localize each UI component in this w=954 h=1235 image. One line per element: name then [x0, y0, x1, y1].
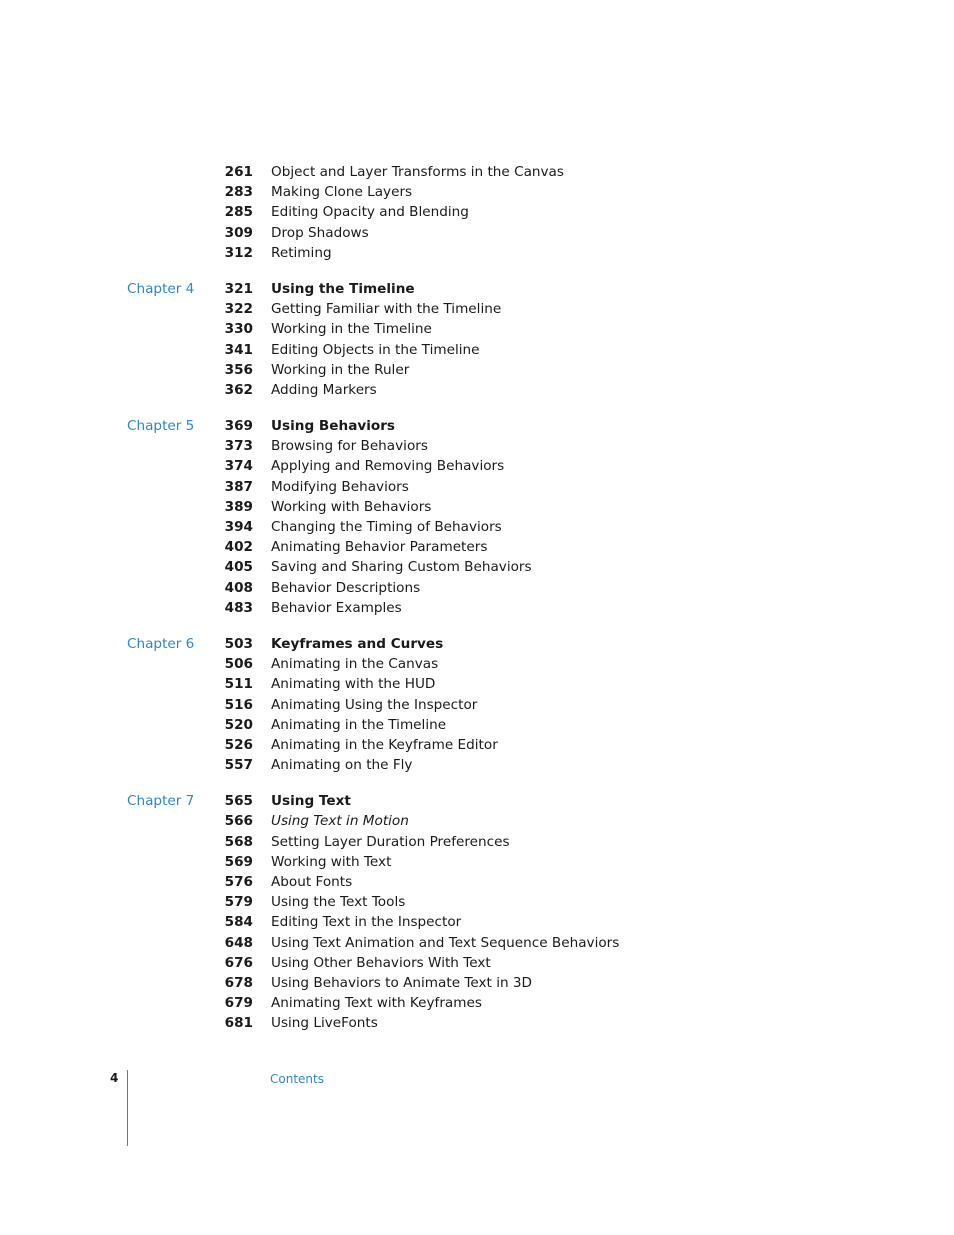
toc-entry-title: Object and Layer Transforms in the Canvas — [271, 164, 564, 180]
toc-page-number: 503 — [224, 635, 253, 652]
toc-entry[interactable] — [0, 477, 954, 497]
toc-page-number: 516 — [224, 696, 253, 713]
toc-entry-title: Editing Opacity and Blending — [271, 204, 469, 221]
toc-entry-title: Animating in the Canvas — [271, 656, 439, 673]
toc-page-number: 681 — [224, 1015, 253, 1032]
toc-entry[interactable] — [0, 933, 954, 953]
toc-page-number: 568 — [224, 833, 253, 850]
toc-entry-title: Retiming — [271, 244, 332, 261]
toc-page-number: 341 — [224, 341, 253, 358]
toc-entry-title: Animating in the Keyframe Editor — [271, 736, 498, 753]
toc-page-number: 330 — [224, 321, 253, 338]
toc-page-number: 579 — [224, 894, 253, 911]
toc-entry[interactable] — [0, 380, 954, 400]
toc-page-number: 678 — [224, 974, 253, 991]
toc-entry-title: Animating Behavior Parameters — [271, 539, 488, 556]
chapter-title: Using Text — [271, 793, 351, 810]
toc-entry[interactable] — [0, 654, 954, 674]
toc-page-number: 285 — [224, 204, 253, 221]
toc-page-number: 309 — [224, 224, 253, 241]
chapter-label[interactable]: Chapter 5 — [127, 418, 195, 435]
toc-entry[interactable] — [0, 279, 954, 299]
toc-entry[interactable] — [0, 202, 954, 222]
toc-page-number: 261 — [224, 164, 253, 180]
toc-entry-title: Drop Shadows — [271, 224, 369, 241]
toc-entry-title: Editing Objects in the Timeline — [271, 341, 480, 358]
toc-entry[interactable] — [0, 715, 954, 735]
toc-entry-title: Changing the Timing of Behaviors — [271, 519, 502, 535]
toc-entry[interactable] — [0, 223, 954, 243]
toc-section — [0, 279, 954, 400]
toc-page-number: 565 — [224, 793, 253, 810]
toc-page-number: 402 — [224, 539, 253, 556]
toc-entry-title: Using Behaviors to Animate Text in 3D — [271, 974, 533, 991]
toc-entry[interactable] — [0, 811, 954, 831]
toc-entry-title: Using the Text Tools — [271, 894, 406, 911]
toc-entry-title: Editing Text in the Inspector — [271, 914, 462, 931]
toc-entry-title: Browsing for Behaviors — [271, 438, 428, 455]
toc-entry[interactable] — [0, 598, 954, 618]
toc-entry[interactable] — [0, 578, 954, 598]
footer-section-label: Contents — [270, 1072, 324, 1086]
toc-page-number: 312 — [224, 244, 253, 261]
toc-page-number: 557 — [224, 757, 253, 774]
toc-entry[interactable] — [0, 674, 954, 694]
toc-page-number: 569 — [224, 853, 253, 870]
toc-entry-title: Animating Text with Keyframes — [271, 995, 482, 1012]
toc-entry[interactable] — [0, 340, 954, 360]
toc-entry[interactable] — [0, 517, 954, 537]
toc-page-number: 321 — [224, 280, 253, 297]
toc-entry[interactable] — [0, 993, 954, 1013]
toc-page-number: 506 — [224, 656, 253, 673]
toc-entry[interactable] — [0, 695, 954, 715]
chapter-label[interactable]: Chapter 4 — [127, 280, 195, 297]
toc-page-number: 362 — [224, 381, 253, 398]
chapter-title: Keyframes and Curves — [271, 635, 444, 652]
toc-page-number: 394 — [224, 519, 253, 535]
chapter-label[interactable]: Chapter 6 — [127, 635, 195, 652]
toc-page-number: 408 — [224, 579, 253, 596]
toc-section — [0, 416, 954, 618]
toc-entry-title: Modifying Behaviors — [271, 478, 409, 495]
toc-entry-title: Using Other Behaviors With Text — [271, 954, 491, 971]
toc-page-number: 584 — [224, 914, 253, 931]
toc-entry[interactable] — [0, 791, 954, 811]
toc-page-number: 387 — [224, 478, 253, 495]
toc-entry-title: Animating with the HUD — [271, 676, 436, 693]
toc-page-number: 374 — [224, 458, 253, 475]
toc-entry-title: Setting Layer Duration Preferences — [271, 833, 510, 850]
toc-page-number: 483 — [224, 599, 253, 616]
footer-divider — [127, 1070, 128, 1146]
toc-page-number: 520 — [224, 716, 253, 733]
toc-entry[interactable] — [0, 1013, 954, 1033]
toc-entry[interactable] — [0, 537, 954, 557]
toc-page-number: 511 — [224, 676, 253, 693]
toc-entry[interactable] — [0, 162, 954, 182]
chapter-title: Using the Timeline — [271, 280, 415, 297]
toc-entry-title: Working with Behaviors — [271, 498, 432, 515]
toc-entry[interactable] — [0, 755, 954, 775]
toc-entry[interactable] — [0, 497, 954, 517]
toc-entry-title: Working in the Ruler — [271, 361, 410, 378]
toc-entry[interactable] — [0, 832, 954, 852]
toc-section — [0, 791, 954, 1033]
toc-section — [0, 162, 954, 263]
toc-page-number: 648 — [224, 934, 253, 951]
toc-page-number: 576 — [224, 874, 253, 890]
toc-entry-title: Animating Using the Inspector — [271, 696, 478, 713]
toc-entry[interactable] — [0, 852, 954, 872]
toc-entry[interactable] — [0, 973, 954, 993]
toc-entry-title: Behavior Descriptions — [271, 579, 421, 596]
toc-page-number: 679 — [224, 995, 253, 1012]
toc-entry[interactable] — [0, 892, 954, 912]
toc-entry-title: Using Text in Motion — [271, 813, 409, 830]
toc-entry[interactable] — [0, 360, 954, 380]
toc-entry[interactable] — [0, 243, 954, 263]
toc-page-number: 283 — [224, 184, 253, 201]
toc-section — [0, 634, 954, 775]
toc-entry[interactable] — [0, 319, 954, 339]
toc-entry[interactable] — [0, 953, 954, 973]
toc-entry[interactable] — [0, 182, 954, 202]
toc-page-number: 526 — [224, 736, 253, 753]
toc-entry-title: Using Text Animation and Text Sequence Behaviors — [271, 934, 620, 951]
toc-entry[interactable] — [0, 872, 954, 892]
toc-entry-title: Adding Markers — [271, 381, 377, 398]
chapter-title: Using Behaviors — [271, 418, 396, 435]
toc-page-number: 676 — [224, 954, 253, 971]
toc-entry[interactable] — [0, 416, 954, 436]
toc-entry[interactable] — [0, 557, 954, 577]
toc-entry[interactable] — [0, 299, 954, 319]
toc-entry-title: Using LiveFonts — [271, 1015, 378, 1032]
table-of-contents — [0, 162, 954, 1050]
toc-entry-title: Working with Text — [271, 853, 392, 870]
toc-entry-title: Animating in the Timeline — [271, 716, 447, 733]
toc-entry[interactable] — [0, 436, 954, 456]
toc-entry-title: Saving and Sharing Custom Behaviors — [271, 559, 532, 576]
toc-entry[interactable] — [0, 456, 954, 476]
toc-entry-title: Behavior Examples — [271, 599, 402, 616]
toc-entry[interactable] — [0, 634, 954, 654]
toc-entry[interactable] — [0, 912, 954, 932]
toc-entry-title: Animating on the Fly — [271, 757, 413, 774]
toc-entry[interactable] — [0, 735, 954, 755]
footer-page-number: 4 — [110, 1071, 119, 1085]
toc-entry-title: Making Clone Layers — [271, 184, 413, 201]
chapter-label[interactable]: Chapter 7 — [127, 793, 195, 810]
toc-page-number: 373 — [224, 438, 253, 455]
toc-entry-title: About Fonts — [271, 874, 353, 890]
toc-page-number: 356 — [224, 361, 253, 378]
toc-page-number: 322 — [224, 301, 253, 318]
toc-page-number: 566 — [224, 813, 253, 830]
toc-page-number: 369 — [224, 418, 253, 435]
toc-entry-title: Getting Familiar with the Timeline — [271, 301, 502, 318]
toc-entry-title: Applying and Removing Behaviors — [271, 458, 505, 475]
toc-page-number: 389 — [224, 498, 253, 515]
toc-page-number: 405 — [224, 559, 253, 576]
toc-entry-title: Working in the Timeline — [271, 321, 432, 338]
